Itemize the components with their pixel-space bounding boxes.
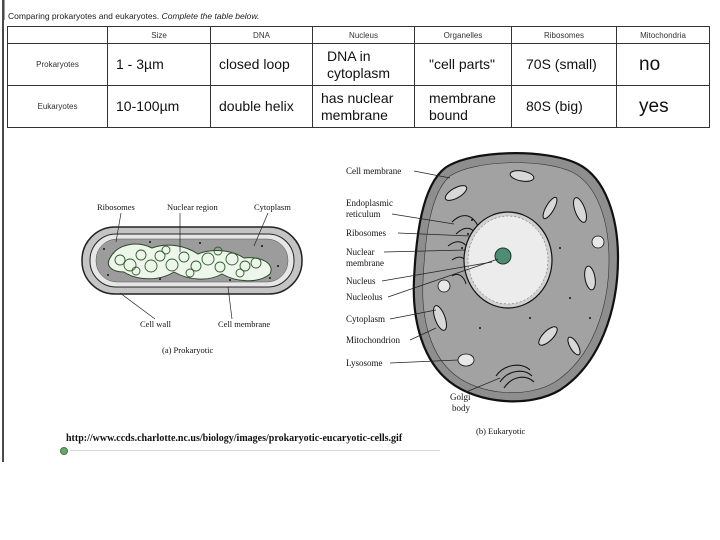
cell-prokaryote-dna: closed loop: [211, 44, 313, 86]
label-prokaryote-ribosomes: Ribosomes: [97, 202, 135, 212]
row-label-eukaryotes: Eukaryotes: [8, 86, 108, 128]
eukaryote-figure: [346, 153, 618, 436]
cell-diagram: [0, 138, 720, 463]
organelles-line-2: bound: [429, 106, 468, 123]
header-corner: [8, 27, 108, 44]
cell-prokaryote-size: 1 - 3µm: [108, 44, 211, 86]
nucleus-line-2: cytoplasm: [327, 64, 391, 81]
cell-eukaryote-organelles: [415, 86, 512, 128]
header-nucleus: Nucleus: [313, 27, 415, 44]
label-nuclear-region: Nuclear region: [167, 202, 218, 212]
top-divider: [4, 0, 5, 20]
cell-prokaryote-organelles: "cell parts": [415, 44, 512, 86]
cell-prokaryote-ribosomes: 70S (small): [512, 44, 617, 86]
cell-eukaryote-nucleus: [313, 86, 415, 128]
label-prokaryote-cytoplasm: Cytoplasm: [254, 202, 291, 212]
label-eukaryote-ribosomes: Ribosomes: [346, 228, 387, 238]
label-golgi-line2: body: [452, 403, 470, 413]
table-intro: [8, 11, 259, 21]
header-ribosomes: Ribosomes: [512, 27, 617, 44]
header-mitochondria: Mitochondria: [617, 27, 710, 44]
label-nuclear-membrane-line2: membrane: [346, 258, 384, 268]
lysosome: [458, 354, 474, 366]
label-lysosome: Lysosome: [346, 358, 383, 368]
label-mitochondrion: Mitochondrion: [346, 335, 400, 345]
intro-instruction: Complete the table below.: [161, 11, 260, 21]
table-header-row: [8, 27, 710, 44]
link-marker-icon: [60, 447, 68, 455]
label-er-line2: reticulum: [346, 209, 381, 219]
label-eukaryote-cytoplasm: Cytoplasm: [346, 314, 386, 324]
url-underline: [70, 450, 440, 451]
cell-prokaryote-mitochondria: no: [617, 44, 710, 86]
organelles-line-1: membrane: [429, 89, 496, 106]
header-organelles: Organelles: [415, 27, 512, 44]
source-url: http://www.ccds.charlotte.nc.us/biology/images/prokaryotic-eucaryotic-cells.gif: [66, 433, 403, 444]
header-dna: DNA: [211, 27, 313, 44]
header-size: Size: [108, 27, 211, 44]
nucleolus: [495, 248, 511, 264]
label-nucleolus: Nucleolus: [346, 292, 383, 302]
label-nucleus: Nucleus: [346, 276, 376, 286]
cell-eukaryote-ribosomes: 80S (big): [512, 86, 617, 128]
eukaryote-caption: (b) Eukaryotic: [476, 426, 526, 436]
cell-eukaryote-dna: double helix: [211, 86, 313, 128]
row-label-prokaryotes: Prokaryotes: [8, 44, 108, 86]
leader-cell-wall: [120, 293, 155, 319]
prokaryote-figure: [82, 202, 302, 355]
label-prokaryote-cell-membrane: Cell membrane: [218, 319, 271, 329]
comparison-table: [7, 26, 710, 128]
lysosome: [592, 236, 604, 248]
nucleus-line-1: has nuclear: [321, 89, 394, 106]
nucleus-line-1: DNA in: [327, 47, 371, 64]
table-row-eukaryotes: [8, 86, 710, 128]
label-nuclear-membrane-line1: Nuclear: [346, 247, 375, 257]
label-eukaryote-cell-membrane: Cell membrane: [346, 166, 402, 176]
cell-eukaryote-size: 10-100µm: [108, 86, 211, 128]
label-er-line1: Endoplasmic: [346, 198, 393, 208]
nucleus-line-2: membrane: [321, 106, 388, 123]
cell-eukaryote-mitochondria: yes: [617, 86, 710, 128]
lysosome: [438, 280, 450, 292]
label-cell-wall: Cell wall: [140, 319, 171, 329]
label-golgi-line1: Golgi: [450, 392, 471, 402]
prokaryote-caption: (a) Prokaryotic: [162, 345, 214, 355]
cell-prokaryote-nucleus: [313, 44, 415, 86]
table-row-prokaryotes: [8, 44, 710, 86]
intro-text: Comparing prokaryotes and eukaryotes.: [8, 11, 160, 21]
